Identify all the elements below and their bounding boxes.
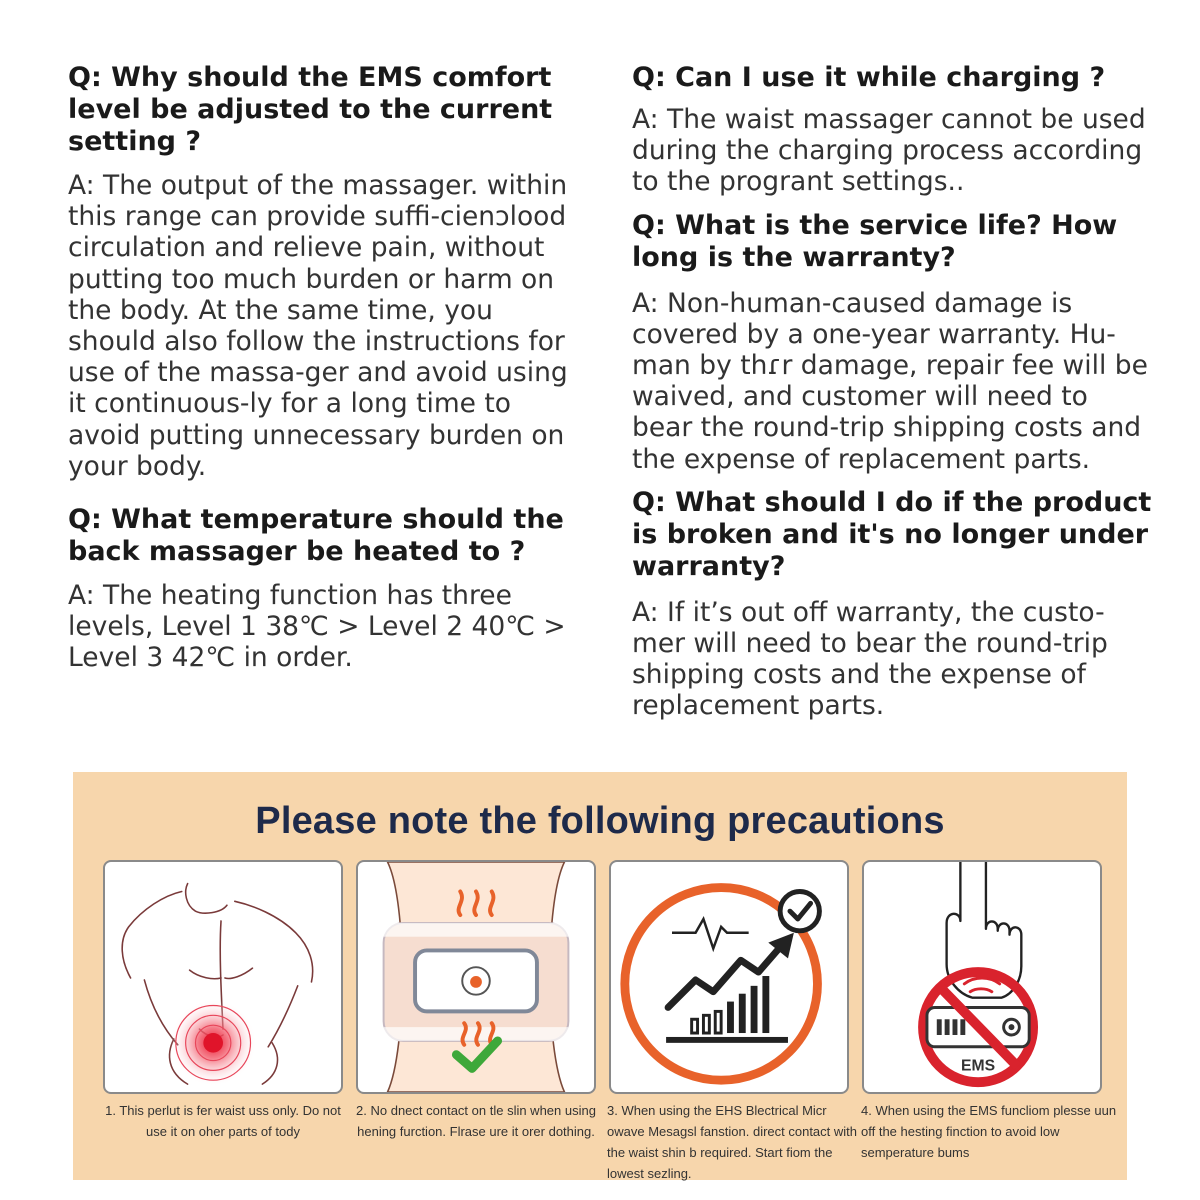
faq-right-column — [632, 62, 1152, 722]
no-touch-ems-icon — [864, 862, 1100, 1092]
faq-item — [68, 62, 588, 482]
precaution-caption-1: 1. This perlut is fer waist uss only. Do not use it on oher parts of tody — [105, 1103, 341, 1139]
faq-item — [632, 487, 1152, 722]
precaution-card-4 — [862, 860, 1102, 1094]
precaution-card-2 — [356, 860, 596, 1094]
faq-item — [68, 504, 588, 674]
back-pain-icon — [105, 862, 341, 1092]
precaution-card-3 — [609, 860, 849, 1094]
ems-badge-label: EMS — [961, 1057, 996, 1075]
faq-answer: A: The heating function has three levels, Level 1 38℃ > Level 2 40℃ > Level 3 42℃ in order. — [68, 580, 566, 674]
faq-answer: A: The output of the massager. within this range can provide suffi-cienɔlood circulation and relieve pain, without putting too much burden or harm on the body. At the same time, you should also follow the instructions for use of the massa-ger and avoid using it continuous-ly for a long time to avoid putting unnecessary burden on your body. — [68, 170, 568, 482]
faq-answer: A: If it’s out off warranty, the custo-mer will need to bear the round-trip shipping costs and the expense of replacement parts. — [632, 596, 1108, 722]
faq-answer: A: The waist massager cannot be used during the charging process according to the progrant settings.. — [632, 104, 1146, 198]
faq-question: Q: Why should the EMS comfort level be adjusted to the current setting ? — [68, 62, 553, 157]
precautions-title: Please note the following precautions — [255, 800, 945, 842]
precaution-caption-3: 3. When using the EHS Blectrical Micr owave Mesagsl fanstion. direct contact with the waist shin b required. Start fiom the lowest sezling. — [607, 1103, 858, 1181]
faq-question: Q: Can I use it while charging ? — [632, 62, 1106, 93]
precaution-caption-2: 2. No dnect contact on tle slin when using hening furction. Flrase ure it orer dothing. — [356, 1103, 596, 1139]
rising-chart-icon — [611, 862, 847, 1092]
heated-belt-icon — [358, 862, 594, 1092]
faq-question: Q: What is the service life? How long is the warranty? — [632, 209, 1118, 273]
precaution-card-1 — [103, 860, 343, 1094]
faq-left-column — [68, 62, 588, 674]
faq-answer: A: Non-human-caused damage is covered by a one-year warranty. Hu-man by thɾr damage, repair fee will be waived, and customer will need to bear the round-trip shipping costs and the expense of replacement parts. — [632, 287, 1148, 475]
faq-question: Q: What temperature should the back massager be heated to ? — [68, 504, 564, 568]
faq-item — [632, 62, 1152, 198]
faq-question: Q: What should I do if the product is broken and it's no longer under warranty? — [632, 486, 1152, 582]
faq-item — [632, 210, 1152, 475]
precautions-panel — [73, 772, 1127, 1180]
precaution-caption-4: 4. When using the EMS funcliom plesse uun off the hesting finction to avoid low semperature bums — [861, 1103, 1117, 1160]
